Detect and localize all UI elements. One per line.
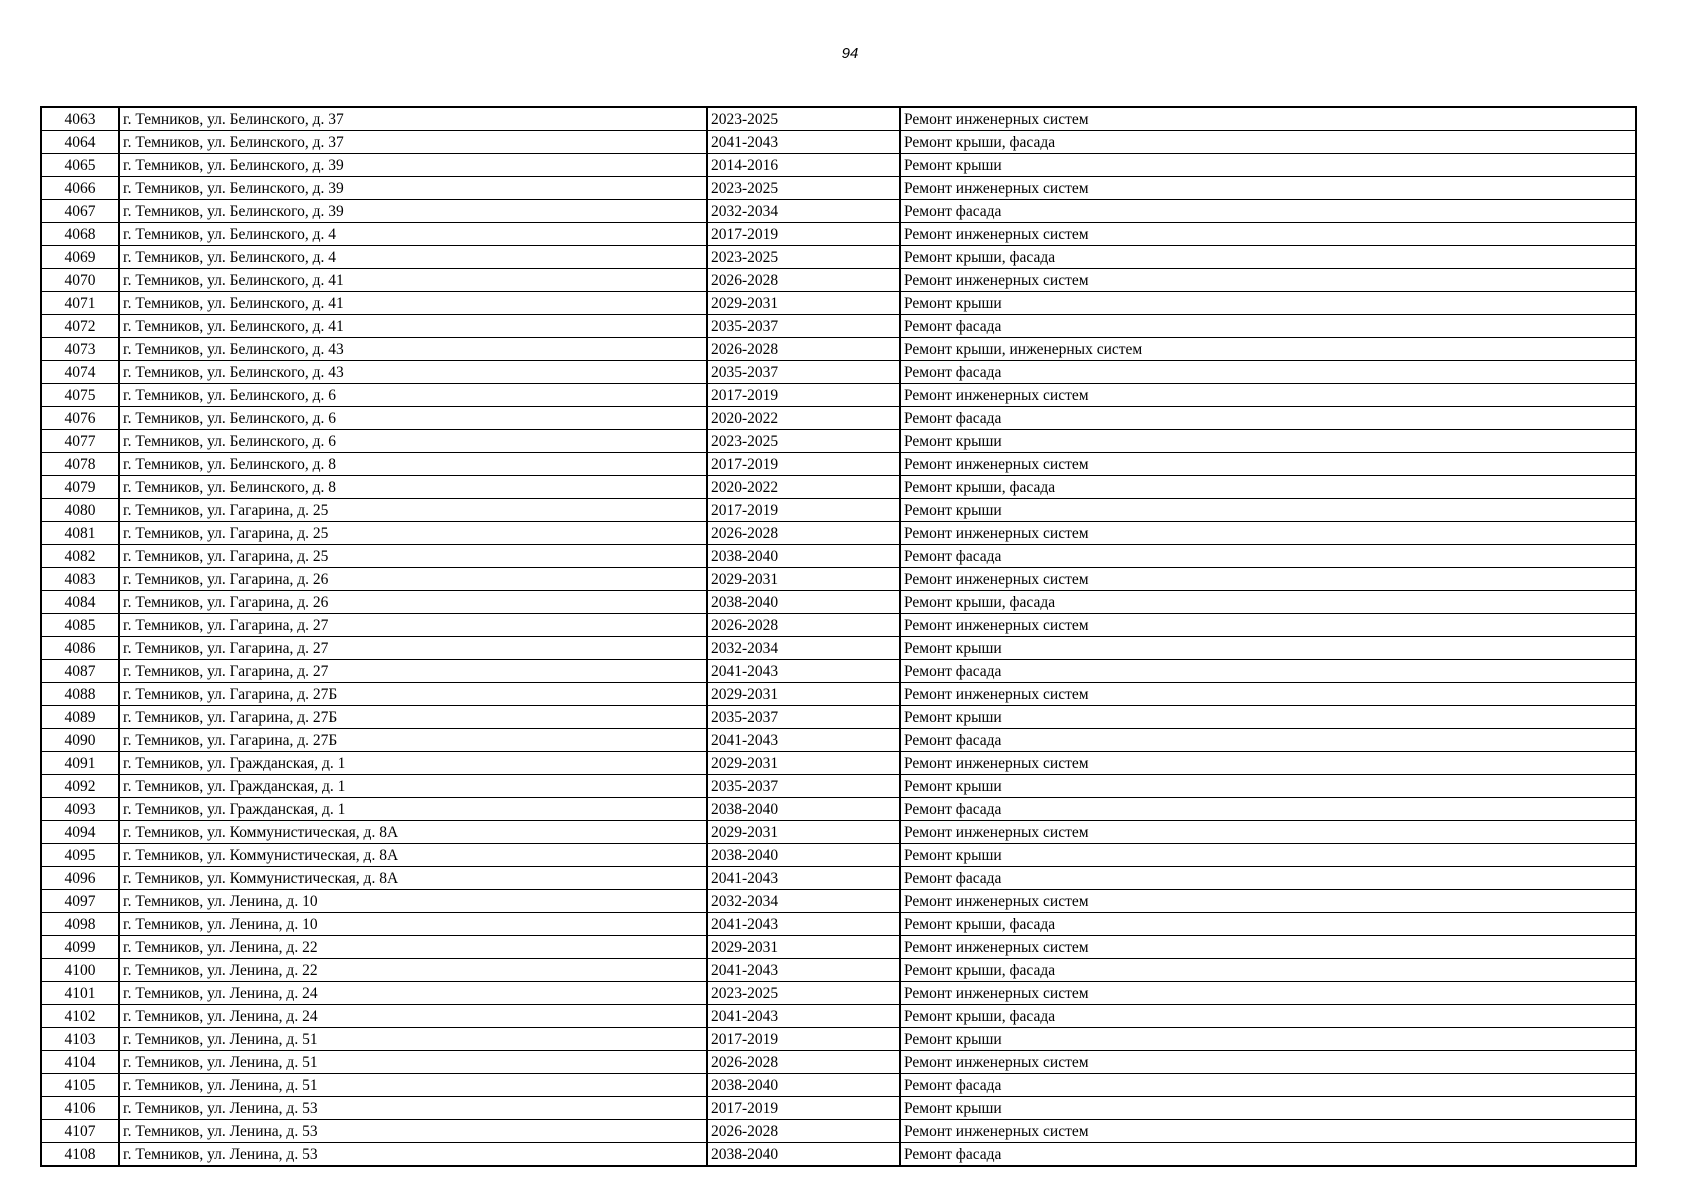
period-cell: 2038-2040 bbox=[707, 844, 900, 867]
address-cell: г. Темников, ул. Белинского, д. 6 bbox=[119, 407, 707, 430]
row-number-cell: 4081 bbox=[42, 522, 119, 545]
table-row bbox=[42, 476, 1635, 499]
address-cell: г. Темников, ул. Коммунистическая, д. 8А bbox=[119, 844, 707, 867]
work-type-cell: Ремонт крыши bbox=[900, 430, 1635, 453]
table-row bbox=[42, 752, 1635, 775]
row-number-cell: 4099 bbox=[42, 936, 119, 959]
period-cell: 2026-2028 bbox=[707, 1120, 900, 1143]
address-cell: г. Темников, ул. Белинского, д. 39 bbox=[119, 177, 707, 200]
work-type-cell: Ремонт фасада bbox=[900, 1143, 1635, 1166]
address-cell: г. Темников, ул. Гагарина, д. 27 bbox=[119, 660, 707, 683]
table-row bbox=[42, 131, 1635, 154]
row-number-cell: 4091 bbox=[42, 752, 119, 775]
period-cell: 2017-2019 bbox=[707, 1097, 900, 1120]
row-number-cell: 4068 bbox=[42, 223, 119, 246]
period-cell: 2020-2022 bbox=[707, 476, 900, 499]
table-row bbox=[42, 384, 1635, 407]
work-type-cell: Ремонт фасада bbox=[900, 1074, 1635, 1097]
row-number-cell: 4102 bbox=[42, 1005, 119, 1028]
work-type-cell: Ремонт инженерных систем bbox=[900, 269, 1635, 292]
table-row bbox=[42, 890, 1635, 913]
period-cell: 2017-2019 bbox=[707, 384, 900, 407]
work-type-cell: Ремонт крыши, фасада bbox=[900, 591, 1635, 614]
work-type-cell: Ремонт инженерных систем bbox=[900, 522, 1635, 545]
work-type-cell: Ремонт инженерных систем bbox=[900, 223, 1635, 246]
work-type-cell: Ремонт крыши bbox=[900, 844, 1635, 867]
table-row bbox=[42, 1028, 1635, 1051]
table-row bbox=[42, 821, 1635, 844]
address-cell: г. Темников, ул. Белинского, д. 37 bbox=[119, 108, 707, 131]
row-number-cell: 4083 bbox=[42, 568, 119, 591]
row-number-cell: 4073 bbox=[42, 338, 119, 361]
row-number-cell: 4090 bbox=[42, 729, 119, 752]
row-number-cell: 4076 bbox=[42, 407, 119, 430]
period-cell: 2035-2037 bbox=[707, 315, 900, 338]
table-row bbox=[42, 522, 1635, 545]
work-type-cell: Ремонт фасада bbox=[900, 361, 1635, 384]
work-type-cell: Ремонт фасада bbox=[900, 545, 1635, 568]
period-cell: 2041-2043 bbox=[707, 729, 900, 752]
work-type-cell: Ремонт крыши bbox=[900, 1097, 1635, 1120]
period-cell: 2038-2040 bbox=[707, 1074, 900, 1097]
period-cell: 2041-2043 bbox=[707, 913, 900, 936]
period-cell: 2017-2019 bbox=[707, 499, 900, 522]
address-cell: г. Темников, ул. Белинского, д. 4 bbox=[119, 246, 707, 269]
period-cell: 2041-2043 bbox=[707, 131, 900, 154]
work-type-cell: Ремонт фасада bbox=[900, 798, 1635, 821]
address-cell: г. Темников, ул. Ленина, д. 53 bbox=[119, 1143, 707, 1166]
table-row bbox=[42, 223, 1635, 246]
table-row bbox=[42, 775, 1635, 798]
table-row bbox=[42, 637, 1635, 660]
address-cell: г. Темников, ул. Белинского, д. 37 bbox=[119, 131, 707, 154]
period-cell: 2017-2019 bbox=[707, 223, 900, 246]
address-cell: г. Темников, ул. Гагарина, д. 27Б bbox=[119, 729, 707, 752]
table-row bbox=[42, 660, 1635, 683]
address-cell: г. Темников, ул. Коммунистическая, д. 8А bbox=[119, 867, 707, 890]
period-cell: 2041-2043 bbox=[707, 1005, 900, 1028]
address-cell: г. Темников, ул. Ленина, д. 10 bbox=[119, 890, 707, 913]
row-number-cell: 4088 bbox=[42, 683, 119, 706]
period-cell: 2038-2040 bbox=[707, 798, 900, 821]
period-cell: 2023-2025 bbox=[707, 177, 900, 200]
period-cell: 2029-2031 bbox=[707, 683, 900, 706]
work-type-cell: Ремонт крыши bbox=[900, 292, 1635, 315]
address-cell: г. Темников, ул. Белинского, д. 6 bbox=[119, 430, 707, 453]
period-cell: 2026-2028 bbox=[707, 614, 900, 637]
table-row bbox=[42, 108, 1635, 131]
row-number-cell: 4072 bbox=[42, 315, 119, 338]
period-cell: 2032-2034 bbox=[707, 890, 900, 913]
period-cell: 2026-2028 bbox=[707, 338, 900, 361]
table-row bbox=[42, 154, 1635, 177]
period-cell: 2026-2028 bbox=[707, 269, 900, 292]
table-row bbox=[42, 407, 1635, 430]
row-number-cell: 4089 bbox=[42, 706, 119, 729]
period-cell: 2023-2025 bbox=[707, 246, 900, 269]
address-cell: г. Темников, ул. Гражданская, д. 1 bbox=[119, 752, 707, 775]
table-row bbox=[42, 338, 1635, 361]
row-number-cell: 4094 bbox=[42, 821, 119, 844]
address-cell: г. Темников, ул. Белинского, д. 8 bbox=[119, 476, 707, 499]
work-type-cell: Ремонт инженерных систем bbox=[900, 384, 1635, 407]
table-row bbox=[42, 729, 1635, 752]
table-row bbox=[42, 200, 1635, 223]
table-row bbox=[42, 568, 1635, 591]
work-type-cell: Ремонт фасада bbox=[900, 867, 1635, 890]
table-row bbox=[42, 913, 1635, 936]
row-number-cell: 4079 bbox=[42, 476, 119, 499]
table-row bbox=[42, 1051, 1635, 1074]
work-type-cell: Ремонт крыши bbox=[900, 775, 1635, 798]
period-cell: 2014-2016 bbox=[707, 154, 900, 177]
period-cell: 2041-2043 bbox=[707, 660, 900, 683]
work-type-cell: Ремонт инженерных систем bbox=[900, 752, 1635, 775]
address-cell: г. Темников, ул. Ленина, д. 51 bbox=[119, 1074, 707, 1097]
work-type-cell: Ремонт инженерных систем bbox=[900, 177, 1635, 200]
period-cell: 2026-2028 bbox=[707, 522, 900, 545]
period-cell: 2035-2037 bbox=[707, 775, 900, 798]
row-number-cell: 4093 bbox=[42, 798, 119, 821]
address-cell: г. Темников, ул. Ленина, д. 24 bbox=[119, 1005, 707, 1028]
table-row bbox=[42, 1074, 1635, 1097]
work-type-cell: Ремонт крыши, фасада bbox=[900, 131, 1635, 154]
work-type-cell: Ремонт фасада bbox=[900, 660, 1635, 683]
table-row bbox=[42, 798, 1635, 821]
address-cell: г. Темников, ул. Гражданская, д. 1 bbox=[119, 798, 707, 821]
work-type-cell: Ремонт инженерных систем bbox=[900, 568, 1635, 591]
table-row bbox=[42, 269, 1635, 292]
row-number-cell: 4075 bbox=[42, 384, 119, 407]
work-type-cell: Ремонт инженерных систем bbox=[900, 683, 1635, 706]
period-cell: 2038-2040 bbox=[707, 545, 900, 568]
row-number-cell: 4100 bbox=[42, 959, 119, 982]
row-number-cell: 4080 bbox=[42, 499, 119, 522]
address-cell: г. Темников, ул. Гагарина, д. 27 bbox=[119, 637, 707, 660]
row-number-cell: 4065 bbox=[42, 154, 119, 177]
period-cell: 2041-2043 bbox=[707, 867, 900, 890]
row-number-cell: 4067 bbox=[42, 200, 119, 223]
row-number-cell: 4101 bbox=[42, 982, 119, 1005]
address-cell: г. Темников, ул. Гагарина, д. 25 bbox=[119, 545, 707, 568]
row-number-cell: 4104 bbox=[42, 1051, 119, 1074]
row-number-cell: 4069 bbox=[42, 246, 119, 269]
table-row bbox=[42, 683, 1635, 706]
address-cell: г. Темников, ул. Гагарина, д. 25 bbox=[119, 522, 707, 545]
period-cell: 2035-2037 bbox=[707, 361, 900, 384]
row-number-cell: 4064 bbox=[42, 131, 119, 154]
table-row bbox=[42, 292, 1635, 315]
row-number-cell: 4107 bbox=[42, 1120, 119, 1143]
row-number-cell: 4066 bbox=[42, 177, 119, 200]
table-body bbox=[42, 108, 1635, 1165]
address-cell: г. Темников, ул. Гагарина, д. 25 bbox=[119, 499, 707, 522]
address-cell: г. Темников, ул. Белинского, д. 39 bbox=[119, 154, 707, 177]
period-cell: 2029-2031 bbox=[707, 821, 900, 844]
row-number-cell: 4074 bbox=[42, 361, 119, 384]
address-cell: г. Темников, ул. Белинского, д. 8 bbox=[119, 453, 707, 476]
row-number-cell: 4087 bbox=[42, 660, 119, 683]
period-cell: 2020-2022 bbox=[707, 407, 900, 430]
address-cell: г. Темников, ул. Гагарина, д. 27Б bbox=[119, 706, 707, 729]
work-type-cell: Ремонт крыши, фасада bbox=[900, 476, 1635, 499]
address-cell: г. Темников, ул. Гагарина, д. 26 bbox=[119, 591, 707, 614]
work-type-cell: Ремонт крыши bbox=[900, 154, 1635, 177]
table-row bbox=[42, 936, 1635, 959]
work-type-cell: Ремонт крыши bbox=[900, 499, 1635, 522]
table-row bbox=[42, 1005, 1635, 1028]
work-type-cell: Ремонт инженерных систем bbox=[900, 108, 1635, 131]
work-type-cell: Ремонт инженерных систем bbox=[900, 890, 1635, 913]
table-row bbox=[42, 177, 1635, 200]
work-type-cell: Ремонт инженерных систем bbox=[900, 982, 1635, 1005]
work-type-cell: Ремонт инженерных систем bbox=[900, 614, 1635, 637]
table-row bbox=[42, 959, 1635, 982]
work-type-cell: Ремонт фасада bbox=[900, 407, 1635, 430]
period-cell: 2038-2040 bbox=[707, 1143, 900, 1166]
period-cell: 2029-2031 bbox=[707, 936, 900, 959]
address-cell: г. Темников, ул. Ленина, д. 22 bbox=[119, 959, 707, 982]
repair-schedule-table bbox=[40, 106, 1637, 1167]
work-type-cell: Ремонт инженерных систем bbox=[900, 1120, 1635, 1143]
address-cell: г. Темников, ул. Белинского, д. 41 bbox=[119, 269, 707, 292]
work-type-cell: Ремонт фасада bbox=[900, 729, 1635, 752]
row-number-cell: 4085 bbox=[42, 614, 119, 637]
table-row bbox=[42, 982, 1635, 1005]
work-type-cell: Ремонт инженерных систем bbox=[900, 1051, 1635, 1074]
address-cell: г. Темников, ул. Ленина, д. 10 bbox=[119, 913, 707, 936]
address-cell: г. Темников, ул. Гагарина, д. 27 bbox=[119, 614, 707, 637]
period-cell: 2023-2025 bbox=[707, 108, 900, 131]
row-number-cell: 4086 bbox=[42, 637, 119, 660]
period-cell: 2017-2019 bbox=[707, 1028, 900, 1051]
work-type-cell: Ремонт фасада bbox=[900, 200, 1635, 223]
row-number-cell: 4071 bbox=[42, 292, 119, 315]
address-cell: г. Темников, ул. Ленина, д. 24 bbox=[119, 982, 707, 1005]
table-row bbox=[42, 614, 1635, 637]
table-row bbox=[42, 844, 1635, 867]
row-number-cell: 4097 bbox=[42, 890, 119, 913]
address-cell: г. Темников, ул. Ленина, д. 53 bbox=[119, 1120, 707, 1143]
row-number-cell: 4063 bbox=[42, 108, 119, 131]
table-row bbox=[42, 545, 1635, 568]
period-cell: 2023-2025 bbox=[707, 430, 900, 453]
period-cell: 2029-2031 bbox=[707, 752, 900, 775]
work-type-cell: Ремонт крыши, фасада bbox=[900, 246, 1635, 269]
period-cell: 2038-2040 bbox=[707, 591, 900, 614]
work-type-cell: Ремонт фасада bbox=[900, 315, 1635, 338]
row-number-cell: 4103 bbox=[42, 1028, 119, 1051]
address-cell: г. Темников, ул. Гагарина, д. 26 bbox=[119, 568, 707, 591]
table-row bbox=[42, 1143, 1635, 1166]
work-type-cell: Ремонт крыши bbox=[900, 1028, 1635, 1051]
table-row bbox=[42, 315, 1635, 338]
table-row bbox=[42, 706, 1635, 729]
row-number-cell: 4078 bbox=[42, 453, 119, 476]
row-number-cell: 4084 bbox=[42, 591, 119, 614]
period-cell: 2017-2019 bbox=[707, 453, 900, 476]
address-cell: г. Темников, ул. Белинского, д. 6 bbox=[119, 384, 707, 407]
work-type-cell: Ремонт инженерных систем bbox=[900, 821, 1635, 844]
row-number-cell: 4095 bbox=[42, 844, 119, 867]
work-type-cell: Ремонт крыши, инженерных систем bbox=[900, 338, 1635, 361]
table-row bbox=[42, 453, 1635, 476]
work-type-cell: Ремонт крыши, фасада bbox=[900, 913, 1635, 936]
table-row bbox=[42, 1120, 1635, 1143]
address-cell: г. Темников, ул. Белинского, д. 4 bbox=[119, 223, 707, 246]
period-cell: 2029-2031 bbox=[707, 292, 900, 315]
row-number-cell: 4082 bbox=[42, 545, 119, 568]
address-cell: г. Темников, ул. Ленина, д. 53 bbox=[119, 1097, 707, 1120]
address-cell: г. Темников, ул. Ленина, д. 22 bbox=[119, 936, 707, 959]
row-number-cell: 4106 bbox=[42, 1097, 119, 1120]
table-row bbox=[42, 867, 1635, 890]
row-number-cell: 4108 bbox=[42, 1143, 119, 1166]
period-cell: 2032-2034 bbox=[707, 637, 900, 660]
work-type-cell: Ремонт крыши, фасада bbox=[900, 959, 1635, 982]
address-cell: г. Темников, ул. Ленина, д. 51 bbox=[119, 1051, 707, 1074]
row-number-cell: 4092 bbox=[42, 775, 119, 798]
address-cell: г. Темников, ул. Гагарина, д. 27Б bbox=[119, 683, 707, 706]
address-cell: г. Темников, ул. Белинского, д. 43 bbox=[119, 361, 707, 384]
table-row bbox=[42, 591, 1635, 614]
table-row bbox=[42, 499, 1635, 522]
work-type-cell: Ремонт крыши bbox=[900, 706, 1635, 729]
period-cell: 2041-2043 bbox=[707, 959, 900, 982]
work-type-cell: Ремонт крыши, фасада bbox=[900, 1005, 1635, 1028]
work-type-cell: Ремонт крыши bbox=[900, 637, 1635, 660]
address-cell: г. Темников, ул. Белинского, д. 41 bbox=[119, 315, 707, 338]
address-cell: г. Темников, ул. Ленина, д. 51 bbox=[119, 1028, 707, 1051]
work-type-cell: Ремонт инженерных систем bbox=[900, 936, 1635, 959]
period-cell: 2026-2028 bbox=[707, 1051, 900, 1074]
address-cell: г. Темников, ул. Белинского, д. 39 bbox=[119, 200, 707, 223]
address-cell: г. Темников, ул. Коммунистическая, д. 8А bbox=[119, 821, 707, 844]
address-cell: г. Темников, ул. Белинского, д. 41 bbox=[119, 292, 707, 315]
address-cell: г. Темников, ул. Белинского, д. 43 bbox=[119, 338, 707, 361]
address-cell: г. Темников, ул. Гражданская, д. 1 bbox=[119, 775, 707, 798]
row-number-cell: 4096 bbox=[42, 867, 119, 890]
page-number: 94 bbox=[841, 45, 859, 62]
period-cell: 2032-2034 bbox=[707, 200, 900, 223]
row-number-cell: 4098 bbox=[42, 913, 119, 936]
work-type-cell: Ремонт инженерных систем bbox=[900, 453, 1635, 476]
row-number-cell: 4105 bbox=[42, 1074, 119, 1097]
table-row bbox=[42, 1097, 1635, 1120]
period-cell: 2035-2037 bbox=[707, 706, 900, 729]
table-row bbox=[42, 246, 1635, 269]
table-row bbox=[42, 361, 1635, 384]
period-cell: 2023-2025 bbox=[707, 982, 900, 1005]
period-cell: 2029-2031 bbox=[707, 568, 900, 591]
row-number-cell: 4070 bbox=[42, 269, 119, 292]
table-row bbox=[42, 430, 1635, 453]
row-number-cell: 4077 bbox=[42, 430, 119, 453]
